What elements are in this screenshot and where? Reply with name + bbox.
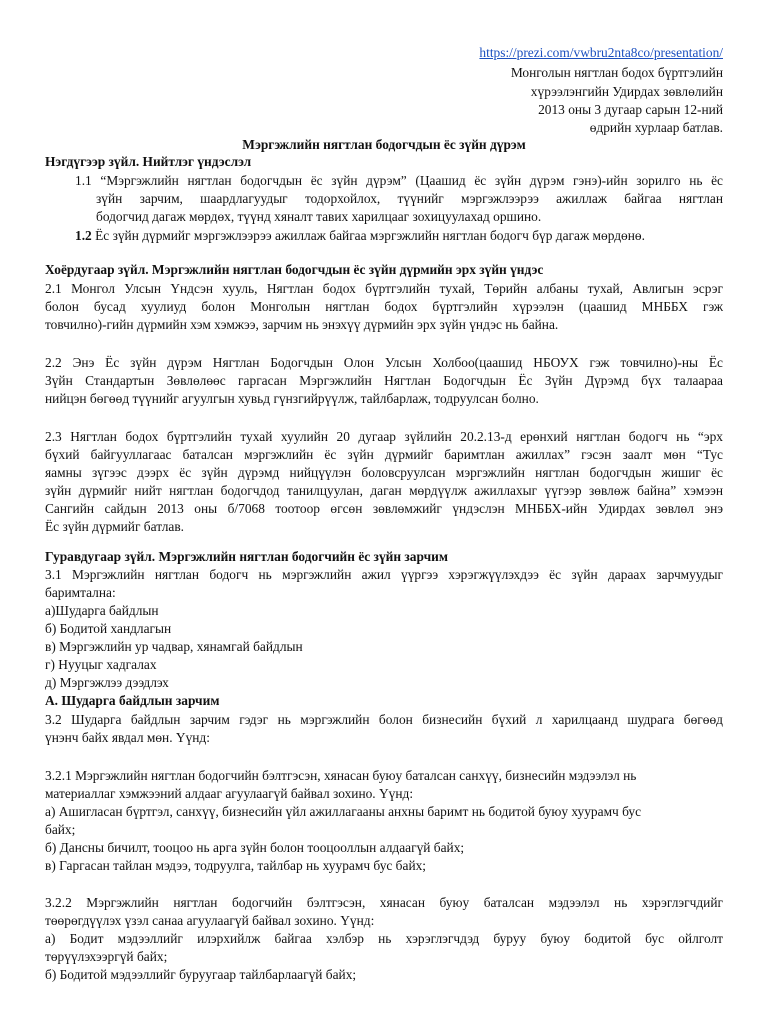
paragraph-line: яамны зүгээс дээрх ёс зүйн дүрэмд нийцүүлэн боловсруулсан мэргэжлийн нягтлан бодогчдын жишиг ёс [45, 465, 723, 480]
paragraph-number: 1.2 [75, 228, 92, 243]
paragraph-line: б) Дансны бичилт, тооцоо нь арга зүйн болон тооцооллын алдаагүй байх; [45, 840, 465, 855]
paragraph-line: 1.1 “Мэргэжлийн нягтлан бодогчдын ёс зүйн дүрэм” (Цаашид ёс зүйн дүрэм гэнэ)-ийн зорилго нь ёс [75, 173, 723, 188]
list-item: а)Шударга байдлын [45, 603, 159, 618]
paragraph-line: байх; [45, 822, 76, 837]
list-item: в) Мэргэжлийн ур чадвар, хянамгай байдлын [45, 639, 303, 654]
paragraph-line: баримтална: [45, 585, 116, 600]
paragraph-line: 3.1 Мэргэжлийн нягтлан бодогч нь мэргэжлийн ажил үүргээ хэрэгжүүлэхдээ ёс зүйн дараах зарчмуудыг [45, 567, 723, 582]
section-2-heading: Хоёрдугаар зүйл. Мэргэжлийн нягтлан бодогчдын ёс зүйн дүрмийн эрх зүйн үндэс [45, 262, 544, 277]
section-1-heading: Нэгдүгээр зүйл. Нийтлэг үндэслэл [45, 154, 252, 169]
paragraph-line: б) Бодитой мэдээллийг буруугаар тайлбарлаагүй байх; [45, 967, 357, 982]
paragraph-line: а) Бодит мэдээллийг илэрхийлж байгаа хэлбэр нь хэрэглэгчдэд буруу буюу бодитой бус ойлголт [45, 931, 723, 946]
list-item: г) Нууцыг хадгалах [45, 657, 157, 672]
subsection-heading: А. Шударга байдлын зарчим [45, 693, 220, 708]
paragraph-line: зүйн зарчим, шаардлагуудыг тодорхойлох, түүнийг мэргэжлээрээ ажиллаж байгаа нягтлан [96, 191, 723, 206]
paragraph-line: 3.2.1 Мэргэжлийн нягтлан бодогчийн бэлтгэсэн, хянасан буюу баталсан санхүү, бизнесийн мэдээлэл нь [45, 768, 637, 783]
paragraph-line: төрүүлэхээргүй байх; [45, 949, 168, 964]
list-item: б) Бодитой хандлагын [45, 621, 172, 636]
paragraph-line: Ёс зүйн дүрмийг батлав. [45, 519, 185, 534]
approval-line: 2013 оны 3 дугаар сарын 12-ний [538, 102, 723, 117]
paragraph-line: болон бусад хуулиуд болон Монголын нягтлан бодох бүртгэлийн хүрээлэн (цаашид МНББХ гэж [45, 299, 723, 314]
paragraph-line: бүхий байгууллагаас баталсан мэргэжлийн ёс зүйн дүрмийг баримтлан ажиллах” гэсэн заалт мөн “Тус [45, 447, 723, 462]
document-title: Мэргэжлийн нягтлан бодогчдын ёс зүйн дүрэм [242, 137, 526, 152]
paragraph-line: материаллаг хэмжээний алдааг агуулаагүй байвал зохино. Үүнд: [45, 786, 414, 801]
section-3-heading: Гуравдугаар зүйл. Мэргэжлийн нягтлан бодогчийн ёс зүйн зарчим [45, 549, 448, 564]
paragraph-line: 2.3 Нягтлан бодох бүртгэлийн тухай хуулийн 20 дугаар зүйлийн 20.2.13-д ерөнхий нягтлан бодогч нь “эрх [45, 429, 723, 444]
approval-line: өдрийн хурлаар батлав. [589, 120, 723, 135]
approval-line: Монголын нягтлан бодох бүртгэлийн [510, 65, 723, 80]
paragraph-line: 3.2.2 Мэргэжлийн нягтлан бодогчийн бэлтгэсэн, хянасан буюу баталсан мэдээлэл нь хэрэглэгчдийг [45, 895, 723, 910]
paragraph-line: Зүйн Стандартын Зөвлөлөөс гаргасан Мэргэжлийн Нягтлан Бодогчдын Ёс Зүйн Дүрэмд бүх талаараа [45, 373, 723, 388]
prezi-link[interactable]: https://prezi.com/vwbru2nta8co/presentation/ [479, 45, 723, 60]
paragraph-line: 2.1 Монгол Улсын Үндсэн хууль, Нягтлан бодох бүртгэлийн тухай, Төрийн албаны тухай, Авлигын эсрэг [45, 281, 723, 296]
paragraph-line: а) Ашигласан бүртгэл, санхүү, бизнесийн үйл ажиллагааны анхны баримт нь бодитой буюу хуурамч бус [45, 804, 642, 819]
paragraph-line: 3.2 Шударга байдлын зарчим гэдэг нь мэргэжлийн болон бизнесийн бүхий л харилцаанд шудрага бөгөөд [45, 712, 723, 727]
paragraph-line: Сангийн сайдын 2013 оны б/7068 тоотоор өгсөн зөвлөмжийг үндэслэн МНББХ-ийн Удирдах зөвлөл энэ [45, 501, 723, 516]
paragraph-line: в) Гаргасан тайлан мэдээ, тодруулга, тайлбар нь хуурамч бус байх; [45, 858, 427, 873]
approval-line: хүрээлэнгийн Удирдах зөвлөлийн [530, 84, 723, 99]
paragraph-line: нийцэн бөгөөд түүнийг агуулгын хувьд гүнзгийрүүлж, тайлбарлаж, тодруулсан болно. [45, 391, 539, 406]
paragraph-1-2 [75, 227, 645, 244]
paragraph-text: Ёс зүйн дүрмийг мэргэжлээрээ ажиллаж байгаа мэргэжлийн нягтлан бодогч бүр дагаж мөрдөнө. [91, 228, 645, 243]
list-item: д) Мэргэжлээ дээдлэх [45, 675, 169, 690]
paragraph-line: үнэнч байх явдал мөн. Үүнд: [45, 730, 210, 745]
paragraph-line: зүйн дүрмийг нийт нягтлан бодогчдод танилцуулан, даган мөрдүүлж ажиллахыг үүгээр зөвлөж байна” хэмээн [45, 483, 723, 498]
paragraph-line: товчилно)-гийн дүрмийн хэм хэмжээ, зарчим нь энэхүү дүрмийн эрх зүйн үндэс нь байна. [45, 317, 559, 332]
paragraph-line: төөрөгдүүлэх үзэл санаа агуулаагүй байвал зохино. Үүнд: [45, 913, 375, 928]
paragraph-line: бодогчид дагаж мөрдөх, түүнд хяналт тавих харилцааг зохицуулахад оршино. [96, 209, 542, 224]
paragraph-line: 2.2 Энэ Ёс зүйн дүрэм Нягтлан Бодогчдын Олон Улсын Холбоо(цаашид НБОУХ гэж товчилно)-ны Ёс [45, 355, 723, 370]
